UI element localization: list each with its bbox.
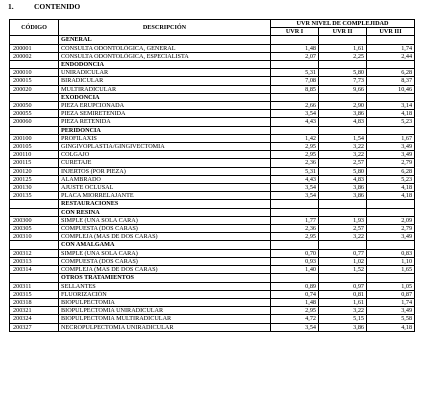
table-row bbox=[10, 184, 415, 192]
uvr-1-cell: 3,54 bbox=[271, 110, 319, 118]
code-cell: 200327 bbox=[10, 323, 59, 331]
description-cell: PIEZA ERUPCIONADA bbox=[59, 102, 271, 110]
uvr-2-cell bbox=[319, 208, 367, 216]
table-row bbox=[10, 110, 415, 118]
code-cell: 200020 bbox=[10, 85, 59, 93]
table-row bbox=[10, 323, 415, 331]
uvr-1-cell: 3,54 bbox=[271, 323, 319, 331]
uvr-2-cell: 2,57 bbox=[319, 225, 367, 233]
description-cell: SELLANTES bbox=[59, 282, 271, 290]
section-row bbox=[10, 274, 415, 282]
section-row bbox=[10, 93, 415, 101]
section-row bbox=[10, 241, 415, 249]
description-cell: COMPUESTA (DOS CARAS) bbox=[59, 257, 271, 265]
uvr-1-cell: 3,54 bbox=[271, 192, 319, 200]
description-cell: SIMPLE (UNA SOLA CARA) bbox=[59, 216, 271, 224]
table-row bbox=[10, 151, 415, 159]
code-cell: 200315 bbox=[10, 290, 59, 298]
uvr-3-cell bbox=[367, 36, 415, 44]
col-header-uvr-3: UVR III bbox=[367, 28, 415, 36]
code-cell: 200100 bbox=[10, 134, 59, 142]
uvr-1-cell: 1,77 bbox=[271, 216, 319, 224]
uvr-1-cell: 2,95 bbox=[271, 233, 319, 241]
code-cell bbox=[10, 274, 59, 282]
uvr-2-cell: 1,02 bbox=[319, 257, 367, 265]
uvr-3-cell: 1,67 bbox=[367, 134, 415, 142]
description-cell: CONSULTA ODONTOLÓGICA, GENERAL bbox=[59, 44, 271, 52]
code-cell: 200313 bbox=[10, 257, 59, 265]
uvr-2-cell bbox=[319, 126, 367, 134]
uvr-2-cell: 5,15 bbox=[319, 315, 367, 323]
uvr-2-cell: 4,83 bbox=[319, 175, 367, 183]
table-row bbox=[10, 225, 415, 233]
uvr-3-cell: 3,14 bbox=[367, 102, 415, 110]
description-cell: CURETAJE bbox=[59, 159, 271, 167]
section-title-cell: OTROS TRATAMIENTOS bbox=[59, 274, 271, 282]
description-cell: PLACA MIORRELAJANTE bbox=[59, 192, 271, 200]
description-cell: BIRADICULAR bbox=[59, 77, 271, 85]
uvr-3-cell: 4,18 bbox=[367, 192, 415, 200]
uvr-1-cell: 7,08 bbox=[271, 77, 319, 85]
table-row bbox=[10, 77, 415, 85]
uvr-2-cell: 2,90 bbox=[319, 102, 367, 110]
table-row bbox=[10, 44, 415, 52]
section-row bbox=[10, 126, 415, 134]
uvr-3-cell: 2,79 bbox=[367, 159, 415, 167]
code-cell: 200055 bbox=[10, 110, 59, 118]
uvr-3-cell: 4,18 bbox=[367, 110, 415, 118]
uvr-2-cell: 2,25 bbox=[319, 52, 367, 60]
description-cell: BIOPULPECTOMIA MULTIRADICULAR bbox=[59, 315, 271, 323]
uvr-1-cell: 2,95 bbox=[271, 307, 319, 315]
uvr-3-cell: 4,18 bbox=[367, 323, 415, 331]
section-row bbox=[10, 208, 415, 216]
code-cell bbox=[10, 36, 59, 44]
uvr-3-cell: 0,87 bbox=[367, 290, 415, 298]
uvr-3-cell: 10,46 bbox=[367, 85, 415, 93]
uvr-1-cell bbox=[271, 93, 319, 101]
uvr-1-cell: 2,95 bbox=[271, 143, 319, 151]
table-row bbox=[10, 69, 415, 77]
table-row bbox=[10, 298, 415, 306]
uvr-3-cell bbox=[367, 241, 415, 249]
uvr-3-cell: 6,28 bbox=[367, 167, 415, 175]
description-cell: FLUORIZACIÓN bbox=[59, 290, 271, 298]
section-title-cell: RESTAURACIONES bbox=[59, 200, 271, 208]
uvr-1-cell: 2,95 bbox=[271, 151, 319, 159]
description-cell: COMPLEJA (MAS DE DOS CARAS) bbox=[59, 233, 271, 241]
uvr-3-cell: 1,10 bbox=[367, 257, 415, 265]
uvr-1-cell bbox=[271, 241, 319, 249]
description-cell: ALAMBRADO bbox=[59, 175, 271, 183]
code-cell: 200311 bbox=[10, 282, 59, 290]
uvr-1-cell: 8,85 bbox=[271, 85, 319, 93]
description-cell: NECROPULPECTOMIA UNIRADICULAR bbox=[59, 323, 271, 331]
uvr-2-cell: 3,86 bbox=[319, 192, 367, 200]
uvr-2-cell bbox=[319, 61, 367, 69]
uvr-1-cell: 5,31 bbox=[271, 69, 319, 77]
table-row bbox=[10, 266, 415, 274]
description-cell: PIEZA SEMIRETENIDA bbox=[59, 110, 271, 118]
table-row bbox=[10, 118, 415, 126]
uvr-1-cell: 1,48 bbox=[271, 298, 319, 306]
code-cell: 200310 bbox=[10, 233, 59, 241]
code-cell bbox=[10, 208, 59, 216]
uvr-3-cell bbox=[367, 126, 415, 134]
description-cell: SIMPLE (UNA SOLA CARA) bbox=[59, 249, 271, 257]
description-cell: PIEZA RETENIDA bbox=[59, 118, 271, 126]
uvr-3-cell: 5,58 bbox=[367, 315, 415, 323]
uvr-1-cell: 4,72 bbox=[271, 315, 319, 323]
code-cell: 200125 bbox=[10, 175, 59, 183]
uvr-2-cell: 3,86 bbox=[319, 323, 367, 331]
uvr-2-cell bbox=[319, 241, 367, 249]
uvr-1-cell: 1,42 bbox=[271, 134, 319, 142]
section-title-cell: EXODONCIA bbox=[59, 93, 271, 101]
uvr-3-cell: 6,28 bbox=[367, 69, 415, 77]
section-row bbox=[10, 36, 415, 44]
description-cell: BIOPULPECTOMIA bbox=[59, 298, 271, 306]
description-cell: INJERTOS (POR PIEZA) bbox=[59, 167, 271, 175]
code-cell: 200305 bbox=[10, 225, 59, 233]
section-row bbox=[10, 61, 415, 69]
table-row bbox=[10, 175, 415, 183]
code-cell bbox=[10, 126, 59, 134]
table-row bbox=[10, 216, 415, 224]
table-row bbox=[10, 307, 415, 315]
code-cell bbox=[10, 200, 59, 208]
uvr-3-cell: 1,05 bbox=[367, 282, 415, 290]
code-cell: 200300 bbox=[10, 216, 59, 224]
code-cell: 200314 bbox=[10, 266, 59, 274]
col-header-uvr-group: UVR NIVEL DE COMPLEJIDAD bbox=[271, 20, 415, 28]
uvr-3-cell: 5,23 bbox=[367, 118, 415, 126]
uvr-2-cell: 3,86 bbox=[319, 184, 367, 192]
uvr-2-cell: 0,81 bbox=[319, 290, 367, 298]
uvr-2-cell bbox=[319, 93, 367, 101]
description-cell: CONSULTA ODONTOLÓGICA, ESPECIALISTA bbox=[59, 52, 271, 60]
uvr-2-cell: 3,22 bbox=[319, 307, 367, 315]
description-cell: COLGAJO bbox=[59, 151, 271, 159]
uvr-3-cell: 0,83 bbox=[367, 249, 415, 257]
table-body bbox=[10, 36, 415, 331]
heading-title: CONTENIDO bbox=[34, 2, 81, 11]
table-row bbox=[10, 167, 415, 175]
code-cell: 200312 bbox=[10, 249, 59, 257]
description-cell: MULTIRADICULAR bbox=[59, 85, 271, 93]
description-cell: AJUSTE OCLUSAL bbox=[59, 184, 271, 192]
section-title-cell: CON RESINA bbox=[59, 208, 271, 216]
uvr-3-cell: 4,18 bbox=[367, 184, 415, 192]
uvr-1-cell bbox=[271, 36, 319, 44]
section-title-cell: CON AMALGAMA bbox=[59, 241, 271, 249]
uvr-3-cell: 2,44 bbox=[367, 52, 415, 60]
description-cell: BIOPULPECTOMIA UNIRADICULAR bbox=[59, 307, 271, 315]
table-row bbox=[10, 233, 415, 241]
uvr-2-cell: 5,80 bbox=[319, 167, 367, 175]
uvr-2-cell: 1,61 bbox=[319, 298, 367, 306]
code-cell: 200120 bbox=[10, 167, 59, 175]
uvr-1-cell: 4,43 bbox=[271, 118, 319, 126]
table-row bbox=[10, 159, 415, 167]
code-cell bbox=[10, 241, 59, 249]
table-row bbox=[10, 282, 415, 290]
uvr-3-cell: 2,09 bbox=[367, 216, 415, 224]
section-heading bbox=[8, 2, 80, 11]
description-cell: GINGIVOPLASTIA/GINGIVECTOMIA bbox=[59, 143, 271, 151]
table-row bbox=[10, 192, 415, 200]
description-cell: COMPUESTA (DOS CARAS) bbox=[59, 225, 271, 233]
code-cell: 200015 bbox=[10, 77, 59, 85]
uvr-1-cell: 2,66 bbox=[271, 102, 319, 110]
uvr-1-cell: 5,31 bbox=[271, 167, 319, 175]
uvr-3-cell bbox=[367, 93, 415, 101]
table-row bbox=[10, 315, 415, 323]
uvr-1-cell: 1,40 bbox=[271, 266, 319, 274]
code-cell: 200135 bbox=[10, 192, 59, 200]
uvr-2-cell bbox=[319, 36, 367, 44]
uvr-3-cell: 8,37 bbox=[367, 77, 415, 85]
uvr-3-cell: 2,79 bbox=[367, 225, 415, 233]
code-cell: 200318 bbox=[10, 298, 59, 306]
table-row bbox=[10, 52, 415, 60]
section-title-cell: GENERAL bbox=[59, 36, 271, 44]
code-cell bbox=[10, 93, 59, 101]
uvr-2-cell: 1,54 bbox=[319, 134, 367, 142]
uvr-1-cell: 0,74 bbox=[271, 290, 319, 298]
uvr-3-cell: 1,65 bbox=[367, 266, 415, 274]
uvr-1-cell: 2,07 bbox=[271, 52, 319, 60]
uvr-3-cell: 3,49 bbox=[367, 307, 415, 315]
uvr-1-cell: 0,93 bbox=[271, 257, 319, 265]
uvr-2-cell: 5,80 bbox=[319, 69, 367, 77]
uvr-1-cell: 2,36 bbox=[271, 225, 319, 233]
code-cell: 200105 bbox=[10, 143, 59, 151]
uvr-1-cell: 0,70 bbox=[271, 249, 319, 257]
uvr-2-cell: 1,52 bbox=[319, 266, 367, 274]
uvr-3-cell bbox=[367, 200, 415, 208]
description-cell: PROFILAXIS bbox=[59, 134, 271, 142]
uvr-2-cell: 3,86 bbox=[319, 110, 367, 118]
table-row bbox=[10, 143, 415, 151]
uvr-1-cell: 4,43 bbox=[271, 175, 319, 183]
col-header-uvr-2: UVR II bbox=[319, 28, 367, 36]
uvr-2-cell: 9,66 bbox=[319, 85, 367, 93]
code-cell: 200324 bbox=[10, 315, 59, 323]
section-title-cell: PERIDONCIA bbox=[59, 126, 271, 134]
table-row bbox=[10, 85, 415, 93]
code-cell: 200130 bbox=[10, 184, 59, 192]
uvr-3-cell: 3,49 bbox=[367, 233, 415, 241]
uvr-1-cell: 0,89 bbox=[271, 282, 319, 290]
code-cell: 200110 bbox=[10, 151, 59, 159]
code-cell: 200050 bbox=[10, 102, 59, 110]
code-cell: 200321 bbox=[10, 307, 59, 315]
col-header-uvr-1: UVR I bbox=[271, 28, 319, 36]
uvr-3-cell: 3,49 bbox=[367, 143, 415, 151]
table-row bbox=[10, 249, 415, 257]
table-row bbox=[10, 257, 415, 265]
uvr-3-cell: 1,74 bbox=[367, 298, 415, 306]
section-title-cell: ENDODONCIA bbox=[59, 61, 271, 69]
uvr-2-cell: 0,77 bbox=[319, 249, 367, 257]
uvr-2-cell: 3,22 bbox=[319, 151, 367, 159]
uvr-2-cell: 1,61 bbox=[319, 44, 367, 52]
uvr-2-cell: 4,83 bbox=[319, 118, 367, 126]
uvr-2-cell: 0,97 bbox=[319, 282, 367, 290]
uvr-3-cell bbox=[367, 61, 415, 69]
uvr-1-cell: 2,36 bbox=[271, 159, 319, 167]
uvr-1-cell bbox=[271, 200, 319, 208]
code-cell: 200001 bbox=[10, 44, 59, 52]
uvr-2-cell: 3,22 bbox=[319, 143, 367, 151]
code-cell: 200002 bbox=[10, 52, 59, 60]
uvr-2-cell: 3,22 bbox=[319, 233, 367, 241]
uvr-3-cell: 1,74 bbox=[367, 44, 415, 52]
uvr-2-cell: 7,73 bbox=[319, 77, 367, 85]
uvr-2-cell bbox=[319, 200, 367, 208]
table-row bbox=[10, 102, 415, 110]
section-row bbox=[10, 200, 415, 208]
uvr-2-cell: 1,93 bbox=[319, 216, 367, 224]
uvr-1-cell bbox=[271, 126, 319, 134]
uvr-3-cell: 3,49 bbox=[367, 151, 415, 159]
code-cell: 200010 bbox=[10, 69, 59, 77]
table-row bbox=[10, 290, 415, 298]
uvr-3-cell: 5,23 bbox=[367, 175, 415, 183]
heading-number: 1. bbox=[8, 2, 14, 11]
code-cell bbox=[10, 61, 59, 69]
description-cell: COMPLEJA (MAS DE DOS CARAS) bbox=[59, 266, 271, 274]
col-header-code: CÓDIGO bbox=[10, 20, 59, 36]
uvr-1-cell bbox=[271, 208, 319, 216]
uvr-1-cell: 1,48 bbox=[271, 44, 319, 52]
code-cell: 200115 bbox=[10, 159, 59, 167]
code-cell: 200060 bbox=[10, 118, 59, 126]
uvr-1-cell bbox=[271, 61, 319, 69]
table-row bbox=[10, 134, 415, 142]
uvr-3-cell bbox=[367, 208, 415, 216]
uvr-3-cell bbox=[367, 274, 415, 282]
col-header-description: DESCRIPCIÓN bbox=[59, 20, 271, 36]
fee-table bbox=[9, 19, 415, 332]
uvr-2-cell: 2,57 bbox=[319, 159, 367, 167]
uvr-2-cell bbox=[319, 274, 367, 282]
uvr-1-cell: 3,54 bbox=[271, 184, 319, 192]
uvr-1-cell bbox=[271, 274, 319, 282]
description-cell: UNIRADICULAR bbox=[59, 69, 271, 77]
